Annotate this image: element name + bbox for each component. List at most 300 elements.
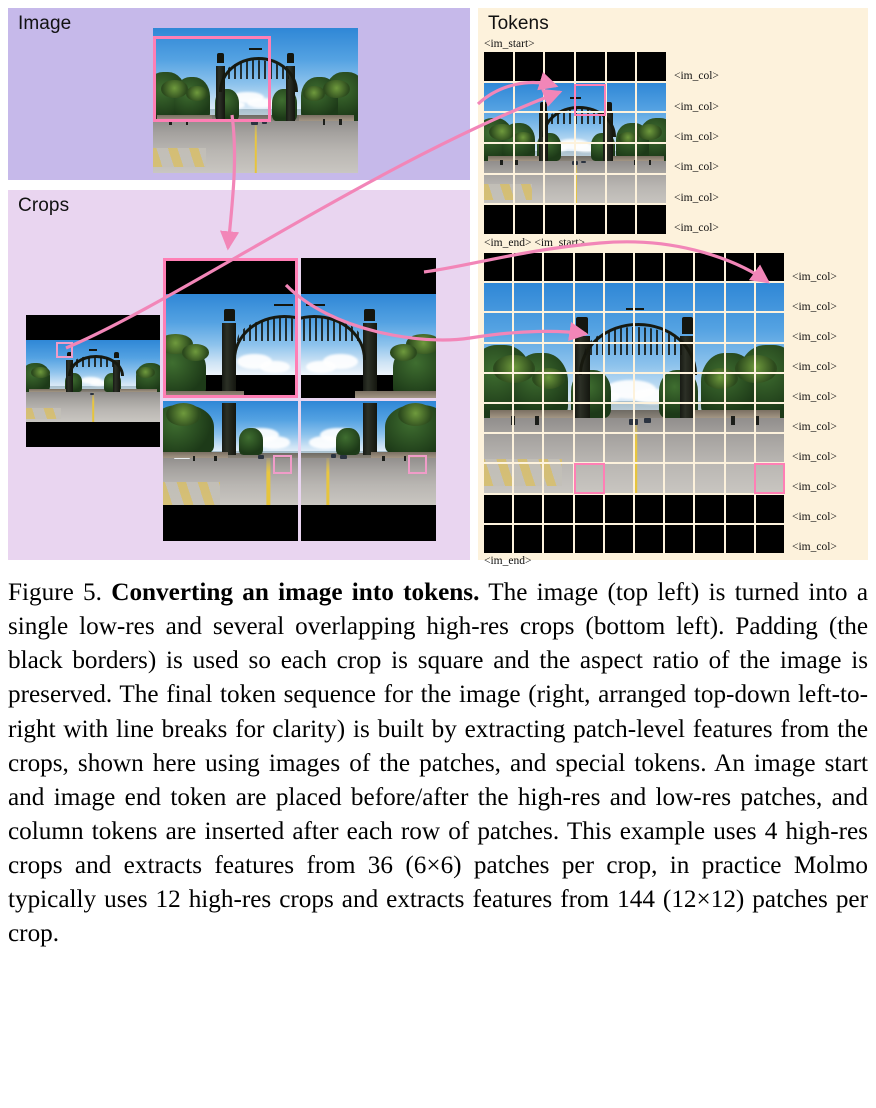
token-grid-highres	[484, 253, 784, 553]
token-patch	[544, 283, 572, 311]
panel-crops	[8, 190, 470, 560]
sky	[484, 313, 512, 341]
gate-arch-ornament	[584, 344, 603, 355]
bollard	[634, 160, 635, 165]
panel-crops-title: Crops	[18, 195, 70, 216]
bollard	[535, 416, 539, 424]
gate-pillar-cap	[364, 309, 375, 321]
road	[575, 434, 603, 462]
token-patch	[605, 434, 633, 462]
photo-scene	[575, 374, 603, 402]
road	[545, 175, 574, 204]
car	[576, 161, 578, 164]
gate-pillar-cap-left	[217, 53, 224, 63]
highres-crop-top-left	[163, 258, 298, 398]
token-patch	[545, 83, 574, 112]
photo-scene	[665, 283, 693, 311]
token-patch	[756, 525, 784, 553]
sky	[544, 313, 572, 341]
token-patch	[605, 253, 633, 281]
token-patch	[635, 313, 663, 341]
gate-pillar	[363, 323, 377, 398]
photo-scene	[514, 313, 542, 341]
gate-arch-ornament	[605, 344, 633, 355]
photo-scene	[163, 294, 298, 398]
palm-tree	[323, 80, 350, 97]
im-col-label: <im_col>	[792, 361, 837, 373]
gate-pillar	[222, 323, 236, 398]
im-col-label: <im_col>	[792, 271, 837, 283]
token-patch	[665, 283, 693, 311]
photo-scene	[607, 83, 636, 112]
photo-scene	[726, 404, 754, 432]
token-patch	[514, 253, 542, 281]
token-patch	[665, 404, 693, 432]
gate-pillar-cap-right	[682, 317, 693, 334]
gate-pillar-left	[575, 374, 590, 402]
token-patch	[635, 464, 663, 492]
photo-scene	[484, 434, 512, 462]
road-marking	[163, 482, 220, 505]
palm-tree	[618, 132, 635, 142]
bollard	[649, 160, 651, 165]
photo-scene	[575, 283, 603, 311]
token-patch	[726, 253, 754, 281]
panel-image	[8, 8, 470, 180]
photo-scene	[756, 434, 784, 462]
token-patch	[695, 404, 723, 432]
photo-scene	[635, 434, 663, 462]
road	[605, 434, 633, 462]
photo-scene	[514, 344, 542, 372]
token-patch	[756, 404, 784, 432]
sky	[726, 313, 754, 341]
bollard	[186, 119, 188, 125]
token-patch	[576, 52, 605, 81]
road-centerline	[576, 175, 577, 204]
gate-pillar-cap-left	[545, 102, 547, 111]
padding-bottom	[301, 505, 436, 541]
token-patch	[484, 83, 513, 112]
token-patch	[484, 52, 513, 81]
token-patch	[695, 525, 723, 553]
road	[576, 175, 605, 204]
token-patch	[726, 404, 754, 432]
photo-scene	[544, 344, 572, 372]
panel-tokens-title: Tokens	[488, 13, 549, 34]
token-patch	[607, 52, 636, 81]
photo-scene	[695, 344, 723, 372]
token-patch	[575, 253, 603, 281]
token-patch	[756, 434, 784, 462]
token-patch	[575, 525, 603, 553]
road-marking	[514, 464, 542, 486]
photo-scene	[544, 404, 572, 432]
token-patch	[635, 434, 663, 462]
photo-scene	[726, 464, 754, 492]
token-patch	[635, 404, 663, 432]
padding-bottom	[26, 422, 160, 447]
token-patch	[665, 344, 693, 372]
token-patch	[695, 374, 723, 402]
bollard	[169, 119, 171, 125]
photo-scene	[607, 113, 636, 142]
token-patch	[605, 464, 633, 492]
token-patch	[484, 464, 512, 492]
photo-scene	[726, 283, 754, 311]
photo-scene	[576, 175, 605, 204]
highres-crop-top-right	[301, 258, 436, 398]
token-patch	[756, 495, 784, 523]
caption-figure-number: Figure 5.	[8, 579, 102, 606]
car	[258, 455, 265, 459]
token-patch	[637, 175, 666, 204]
photo-scene	[514, 283, 542, 311]
im-col-label: <im_col>	[792, 511, 837, 523]
car	[629, 419, 633, 424]
token-patch	[635, 525, 663, 553]
token-patch	[605, 283, 633, 311]
sky	[544, 283, 572, 311]
photo-scene	[514, 434, 542, 462]
token-patch	[545, 113, 574, 142]
sky	[756, 283, 784, 311]
photo-scene	[695, 434, 723, 462]
bollard	[193, 456, 196, 461]
caption-body-3: 12) patches per crop.	[8, 886, 868, 948]
road-centerline	[635, 434, 637, 462]
token-patch	[484, 525, 512, 553]
im-col-label: <im_col>	[792, 301, 837, 313]
im-col-label: <im_col>	[674, 70, 719, 83]
token-patch	[514, 525, 542, 553]
token-patch	[484, 113, 513, 142]
highres-crop-bottom-left	[163, 401, 298, 541]
road-marking	[514, 459, 542, 463]
token-patch	[544, 464, 572, 492]
token-patch	[514, 374, 542, 402]
gate-pillar-cap-left	[67, 352, 72, 359]
photo-scene	[695, 464, 723, 492]
bollard	[404, 456, 407, 461]
token-patch	[575, 495, 603, 523]
gate-pillar-right	[603, 144, 604, 161]
barrier	[613, 156, 636, 161]
panel-image-title: Image	[18, 13, 72, 34]
photo-scene	[756, 313, 784, 341]
photo-scene	[756, 344, 784, 372]
token-patch	[637, 83, 666, 112]
photo-scene	[26, 340, 160, 422]
photo-scene	[545, 144, 574, 173]
im-col-label: <im_col>	[792, 451, 837, 463]
token-patch	[515, 52, 544, 81]
car	[331, 454, 336, 458]
barrier	[355, 391, 436, 398]
photo-scene	[756, 404, 784, 432]
photo-scene	[607, 144, 636, 173]
palm-tree	[161, 80, 188, 97]
token-patch	[695, 434, 723, 462]
road-marking	[153, 148, 206, 167]
barrier	[299, 115, 354, 121]
sky	[484, 83, 513, 112]
im-end-label-highres: <im_end>	[484, 555, 532, 567]
token-patch	[605, 404, 633, 432]
photo-scene	[665, 313, 693, 341]
token-patch	[514, 404, 542, 432]
token-patch	[635, 253, 663, 281]
photo-scene	[665, 404, 693, 432]
bollard	[323, 119, 325, 125]
barrier	[490, 410, 512, 418]
car	[251, 121, 257, 125]
cloud	[306, 361, 336, 373]
road	[635, 464, 663, 492]
token-patch	[637, 205, 666, 234]
road	[665, 434, 693, 462]
token-patch	[484, 283, 512, 311]
road	[695, 464, 723, 492]
im-end-im-start-label: <im_end> <im_start>	[484, 237, 586, 249]
token-patch	[514, 313, 542, 341]
token-patch	[575, 283, 603, 311]
token-patch	[544, 253, 572, 281]
token-patch	[545, 175, 574, 204]
token-patch	[544, 434, 572, 462]
photo-scene	[726, 344, 754, 372]
palm-tree	[489, 124, 512, 140]
token-patch	[695, 495, 723, 523]
car	[644, 418, 651, 423]
photo-scene	[635, 283, 663, 311]
photo-scene	[605, 404, 633, 432]
gate-pillar-left	[545, 144, 548, 161]
padding-bottom	[163, 505, 298, 541]
photo-scene	[484, 283, 512, 311]
token-patch	[726, 464, 754, 492]
photo-scene	[637, 144, 666, 173]
token-patch	[544, 495, 572, 523]
barrier	[544, 410, 572, 418]
token-patch	[607, 205, 636, 234]
road	[665, 464, 693, 492]
token-patch	[607, 175, 636, 204]
barrier	[120, 389, 158, 392]
sky	[515, 83, 544, 112]
gate-pillar-right	[680, 404, 693, 418]
token-patch	[726, 495, 754, 523]
road	[607, 175, 636, 204]
photo-scene	[514, 404, 542, 432]
token-patch	[637, 52, 666, 81]
token-patch	[605, 313, 633, 341]
gate-arch	[605, 374, 633, 375]
gate-pillar-cap	[224, 309, 235, 321]
token-patch	[695, 313, 723, 341]
photo-scene	[605, 374, 633, 402]
road	[637, 175, 666, 204]
token-patch	[544, 404, 572, 432]
token-patch	[484, 253, 512, 281]
token-patch	[665, 253, 693, 281]
gate-arch-ornament	[635, 344, 663, 355]
photo-scene	[575, 344, 603, 372]
token-patch	[484, 495, 512, 523]
road	[726, 434, 754, 462]
photo-scene	[301, 401, 436, 505]
palm-tree	[390, 344, 417, 361]
car	[635, 419, 638, 424]
token-patch	[545, 205, 574, 234]
photo-scene	[665, 434, 693, 462]
im-col-label: <im_col>	[674, 161, 719, 174]
token-patch	[484, 344, 512, 372]
sky	[605, 283, 633, 311]
token-patch	[635, 344, 663, 372]
im-col-label: <im_col>	[792, 481, 837, 493]
token-patch	[605, 495, 633, 523]
bollard	[756, 416, 759, 424]
photo-scene	[515, 113, 544, 142]
palm-tree	[182, 344, 209, 361]
photo-scene	[635, 313, 663, 341]
bollard	[511, 416, 512, 424]
token-patch	[637, 144, 666, 173]
photo-scene	[515, 83, 544, 112]
photo-scene	[576, 144, 605, 173]
gate-arch-ornament	[605, 327, 633, 341]
palm-tree	[166, 403, 201, 426]
photo-scene	[514, 464, 542, 492]
token-patch	[514, 283, 542, 311]
sky	[726, 283, 754, 311]
sky	[484, 283, 512, 311]
road-marking	[515, 184, 532, 200]
road-marking	[484, 459, 512, 463]
im-col-label: <im_col>	[674, 131, 719, 143]
car	[340, 455, 347, 459]
photo-scene	[544, 374, 572, 402]
road-marking	[484, 464, 512, 486]
bollard	[514, 416, 515, 424]
photo-scene	[484, 113, 513, 142]
photo-scene	[514, 374, 542, 402]
padding-top	[301, 258, 436, 294]
im-col-label: <im_col>	[792, 331, 837, 343]
token-patch	[576, 175, 605, 204]
token-patch	[756, 313, 784, 341]
barrier	[695, 410, 723, 418]
photo-scene	[484, 404, 512, 432]
palm-tree	[398, 403, 433, 426]
highres-crop-bottom-right	[301, 401, 436, 541]
token-patch	[726, 313, 754, 341]
token-patch	[726, 344, 754, 372]
photo-scene	[756, 464, 784, 492]
token-patch	[607, 144, 636, 173]
road-marking	[26, 408, 61, 419]
photo-scene	[665, 344, 693, 372]
token-patch	[635, 495, 663, 523]
photo-scene	[484, 83, 513, 112]
token-patch	[515, 175, 544, 204]
token-patch	[665, 313, 693, 341]
panel-tokens	[478, 8, 868, 567]
photo-scene	[726, 374, 754, 402]
gate-pillar	[363, 403, 377, 455]
token-patch	[484, 205, 513, 234]
padding-top	[163, 258, 298, 294]
road-marking	[544, 464, 562, 486]
gate-pillar	[222, 403, 236, 455]
photo-scene	[637, 175, 666, 204]
token-patch	[756, 283, 784, 311]
car	[90, 393, 94, 395]
photo-scene	[635, 344, 663, 372]
photo-scene	[605, 464, 633, 492]
photo-scene	[695, 404, 723, 432]
gate-pillar-cap-right	[114, 352, 119, 359]
tree	[336, 428, 360, 455]
photo-scene	[637, 83, 666, 112]
road-centerline	[635, 464, 637, 492]
sky	[695, 283, 723, 311]
token-patch	[484, 404, 512, 432]
bollard	[382, 456, 385, 461]
bollard	[500, 160, 502, 165]
photo-scene	[607, 175, 636, 204]
token-patch	[514, 464, 542, 492]
tree	[239, 428, 263, 455]
token-patch	[695, 344, 723, 372]
caption-times-1: ×	[426, 852, 441, 880]
token-patch	[484, 175, 513, 204]
photo-scene	[515, 144, 544, 173]
road	[756, 464, 784, 492]
barrier	[29, 389, 67, 392]
gate-arch-ornament	[635, 327, 663, 341]
photo-scene	[545, 113, 574, 142]
token-patch	[695, 464, 723, 492]
im-col-label: <im_col>	[674, 100, 719, 113]
caption-bold-title: Converting an image into tokens.	[111, 579, 480, 606]
token-patch	[544, 313, 572, 341]
im-col-label: <im_col>	[792, 391, 837, 403]
palm-tree	[303, 86, 326, 101]
photo-scene	[153, 28, 358, 173]
gate-pillar-left	[539, 144, 543, 161]
token-patch	[515, 83, 544, 112]
token-patch	[756, 253, 784, 281]
bollard	[731, 416, 735, 424]
lowres-crop	[26, 315, 160, 447]
token-patch	[575, 374, 603, 402]
photo-scene	[605, 283, 633, 311]
token-patch	[756, 374, 784, 402]
token-patch	[514, 495, 542, 523]
token-patch	[544, 525, 572, 553]
photo-scene	[605, 344, 633, 372]
token-patch	[695, 253, 723, 281]
token-patch	[545, 52, 574, 81]
photo-scene	[484, 344, 512, 372]
photo-scene	[695, 283, 723, 311]
gate-arch-ornament	[665, 344, 686, 355]
palm-tree	[136, 367, 155, 378]
barrier	[163, 452, 228, 458]
source-image	[153, 28, 358, 173]
